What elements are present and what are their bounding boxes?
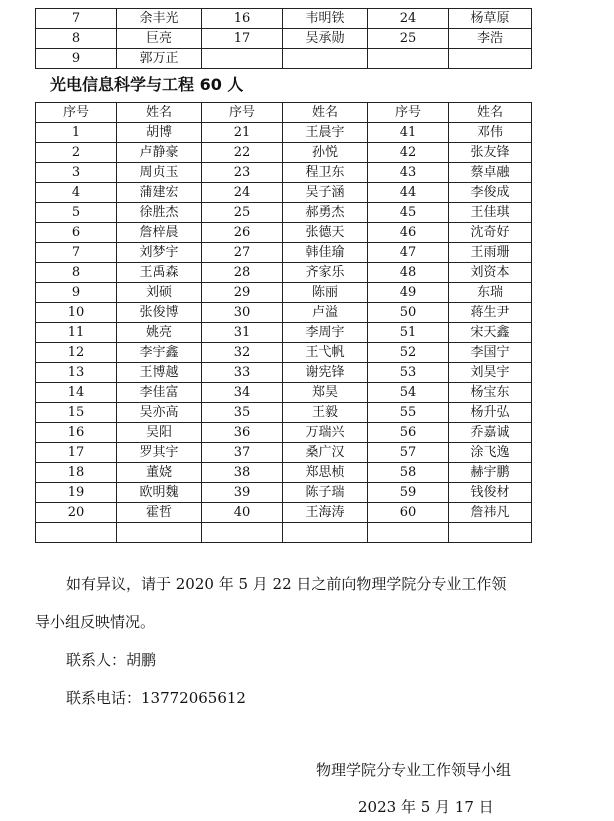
- student-name-cell: 詹梓晨: [117, 223, 202, 243]
- student-name-cell: 齐家乐: [283, 263, 368, 283]
- student-name-cell: 郭万正: [117, 49, 202, 69]
- student-name-cell: 李浩: [449, 29, 532, 49]
- serial-number-cell: 26: [202, 223, 283, 243]
- serial-number-cell: 15: [36, 403, 117, 423]
- student-name-cell: 张友锋: [449, 143, 532, 163]
- student-name-cell: 卢溢: [283, 303, 368, 323]
- student-name-cell: 王毅: [283, 403, 368, 423]
- table-row: [36, 223, 532, 243]
- table-row: [36, 243, 532, 263]
- header-name: 姓名: [117, 103, 202, 123]
- student-name-cell: 杨升弘: [449, 403, 532, 423]
- serial-number-cell: 16: [202, 9, 283, 29]
- student-name-cell: 陈子瑞: [283, 483, 368, 503]
- student-name-cell: 桑广汉: [283, 443, 368, 463]
- serial-number-cell: 23: [202, 163, 283, 183]
- table-row: [36, 123, 532, 143]
- table-row: [36, 383, 532, 403]
- serial-number-cell: 29: [202, 283, 283, 303]
- table-row: [36, 303, 532, 323]
- table-row: [36, 263, 532, 283]
- serial-number-cell: 13: [36, 363, 117, 383]
- student-name-cell: 董娆: [117, 463, 202, 483]
- serial-number-cell: 48: [368, 263, 449, 283]
- objection-notice-line1: 如有异议，请于 2020 年 5 月 22 日之前向物理学院分专业工作领: [66, 575, 507, 593]
- serial-number-cell: 25: [202, 203, 283, 223]
- header-name: 姓名: [283, 103, 368, 123]
- table-row: [36, 523, 532, 543]
- serial-number-cell: 21: [202, 123, 283, 143]
- student-name-cell: 吴阳: [117, 423, 202, 443]
- serial-number-cell: 56: [368, 423, 449, 443]
- serial-number-cell: 50: [368, 303, 449, 323]
- student-name-cell: 王雨珊: [449, 243, 532, 263]
- header-serial-number: 序号: [202, 103, 283, 123]
- serial-number-cell: 9: [36, 283, 117, 303]
- student-name-cell: 刘硕: [117, 283, 202, 303]
- student-name-cell: 吴亦高: [117, 403, 202, 423]
- student-name-cell: 万瑞兴: [283, 423, 368, 443]
- student-name-cell: 徐胜杰: [117, 203, 202, 223]
- student-name-cell: [117, 523, 202, 543]
- student-name-cell: 余丰光: [117, 9, 202, 29]
- student-name-cell: 姚亮: [117, 323, 202, 343]
- student-name-cell: 李宇鑫: [117, 343, 202, 363]
- serial-number-cell: 18: [36, 463, 117, 483]
- serial-number-cell: 28: [202, 263, 283, 283]
- serial-number-cell: 31: [202, 323, 283, 343]
- student-name-cell: 涂飞逸: [449, 443, 532, 463]
- student-name-cell: 韦明铁: [283, 9, 368, 29]
- table-row: [36, 203, 532, 223]
- student-name-cell: 王禹森: [117, 263, 202, 283]
- serial-number-cell: [368, 49, 449, 69]
- student-name-cell: 詹祎凡: [449, 503, 532, 523]
- serial-number-cell: 45: [368, 203, 449, 223]
- student-name-cell: 蒋生尹: [449, 303, 532, 323]
- table-row: [36, 363, 532, 383]
- header-serial-number: 序号: [36, 103, 117, 123]
- student-name-cell: 李俊成: [449, 183, 532, 203]
- contact-phone: 联系电话：13772065612: [66, 689, 246, 707]
- table-row: [36, 343, 532, 363]
- table-row: [36, 163, 532, 183]
- serial-number-cell: [36, 523, 117, 543]
- student-name-cell: 杨宝东: [449, 383, 532, 403]
- table-row: [36, 283, 532, 303]
- serial-number-cell: 30: [202, 303, 283, 323]
- serial-number-cell: 53: [368, 363, 449, 383]
- serial-number-cell: 17: [36, 443, 117, 463]
- student-name-cell: 周贞玉: [117, 163, 202, 183]
- serial-number-cell: 9: [36, 49, 117, 69]
- header-name: 姓名: [449, 103, 532, 123]
- student-name-cell: 张俊博: [117, 303, 202, 323]
- student-name-cell: 郑昊: [283, 383, 368, 403]
- serial-number-cell: 6: [36, 223, 117, 243]
- serial-number-cell: 39: [202, 483, 283, 503]
- student-name-cell: 东瑞: [449, 283, 532, 303]
- serial-number-cell: 52: [368, 343, 449, 363]
- student-name-cell: 蒲建宏: [117, 183, 202, 203]
- table-row: [36, 483, 532, 503]
- table-row: [36, 443, 532, 463]
- serial-number-cell: 58: [368, 463, 449, 483]
- student-name-cell: 王佳琪: [449, 203, 532, 223]
- serial-number-cell: 33: [202, 363, 283, 383]
- serial-number-cell: 25: [368, 29, 449, 49]
- serial-number-cell: 7: [36, 243, 117, 263]
- serial-number-cell: [202, 49, 283, 69]
- table-row: [36, 323, 532, 343]
- student-name-cell: 钱俊材: [449, 483, 532, 503]
- serial-number-cell: 14: [36, 383, 117, 403]
- serial-number-cell: 43: [368, 163, 449, 183]
- serial-number-cell: 46: [368, 223, 449, 243]
- serial-number-cell: 24: [202, 183, 283, 203]
- serial-number-cell: 8: [36, 29, 117, 49]
- student-name-cell: 沈奇好: [449, 223, 532, 243]
- student-name-cell: 谢宪锋: [283, 363, 368, 383]
- student-name-cell: [283, 49, 368, 69]
- student-name-cell: 卢静豪: [117, 143, 202, 163]
- header-serial-number: 序号: [368, 103, 449, 123]
- serial-number-cell: [202, 523, 283, 543]
- student-name-cell: 刘梦宇: [117, 243, 202, 263]
- student-name-cell: 霍哲: [117, 503, 202, 523]
- serial-number-cell: 51: [368, 323, 449, 343]
- table-header-row: [36, 103, 532, 123]
- student-name-cell: [449, 523, 532, 543]
- objection-notice-line2: 导小组反映情况。: [35, 613, 156, 631]
- table-row: [36, 9, 532, 29]
- table-row: [36, 29, 532, 49]
- student-name-cell: 陈丽: [283, 283, 368, 303]
- serial-number-cell: 7: [36, 9, 117, 29]
- table-row: [36, 183, 532, 203]
- student-name-cell: 王弋帆: [283, 343, 368, 363]
- student-name-cell: 乔嘉诚: [449, 423, 532, 443]
- serial-number-cell: 19: [36, 483, 117, 503]
- student-name-cell: [283, 523, 368, 543]
- student-name-cell: 赫宇鹏: [449, 463, 532, 483]
- student-name-cell: 李周宇: [283, 323, 368, 343]
- serial-number-cell: 4: [36, 183, 117, 203]
- student-name-cell: 巨亮: [117, 29, 202, 49]
- top-roster-table: [35, 8, 532, 69]
- section-title: 光电信息科学与工程 60 人: [50, 75, 244, 94]
- serial-number-cell: 47: [368, 243, 449, 263]
- roster-table: [35, 102, 532, 543]
- student-name-cell: 吴承勋: [283, 29, 368, 49]
- student-name-cell: 王海涛: [283, 503, 368, 523]
- serial-number-cell: 36: [202, 423, 283, 443]
- serial-number-cell: 40: [202, 503, 283, 523]
- serial-number-cell: 27: [202, 243, 283, 263]
- student-name-cell: 欧明魏: [117, 483, 202, 503]
- serial-number-cell: 2: [36, 143, 117, 163]
- student-name-cell: 宋天鑫: [449, 323, 532, 343]
- serial-number-cell: 17: [202, 29, 283, 49]
- student-name-cell: 罗其宇: [117, 443, 202, 463]
- serial-number-cell: 10: [36, 303, 117, 323]
- student-name-cell: 韩佳瑜: [283, 243, 368, 263]
- student-name-cell: 刘资本: [449, 263, 532, 283]
- serial-number-cell: 44: [368, 183, 449, 203]
- serial-number-cell: 12: [36, 343, 117, 363]
- student-name-cell: 王晨宇: [283, 123, 368, 143]
- student-name-cell: 王博越: [117, 363, 202, 383]
- serial-number-cell: 32: [202, 343, 283, 363]
- student-name-cell: 李佳富: [117, 383, 202, 403]
- serial-number-cell: 22: [202, 143, 283, 163]
- serial-number-cell: 20: [36, 503, 117, 523]
- student-name-cell: 郑思桢: [283, 463, 368, 483]
- student-name-cell: [449, 49, 532, 69]
- serial-number-cell: 11: [36, 323, 117, 343]
- contact-person: 联系人：胡鹏: [66, 651, 157, 669]
- serial-number-cell: 16: [36, 423, 117, 443]
- serial-number-cell: 49: [368, 283, 449, 303]
- student-name-cell: 胡博: [117, 123, 202, 143]
- signature-organization: 物理学院分专业工作领导小组: [316, 761, 512, 779]
- student-name-cell: 孙悦: [283, 143, 368, 163]
- table-row: [36, 463, 532, 483]
- student-name-cell: 蔡卓融: [449, 163, 532, 183]
- student-name-cell: 邓伟: [449, 123, 532, 143]
- serial-number-cell: 35: [202, 403, 283, 423]
- serial-number-cell: 38: [202, 463, 283, 483]
- serial-number-cell: 42: [368, 143, 449, 163]
- serial-number-cell: [368, 523, 449, 543]
- table-row: [36, 503, 532, 523]
- student-name-cell: 程卫东: [283, 163, 368, 183]
- student-name-cell: 吴子涵: [283, 183, 368, 203]
- table-row: [36, 403, 532, 423]
- table-row: [36, 143, 532, 163]
- student-name-cell: 郝勇杰: [283, 203, 368, 223]
- student-name-cell: 张德天: [283, 223, 368, 243]
- serial-number-cell: 5: [36, 203, 117, 223]
- serial-number-cell: 41: [368, 123, 449, 143]
- signature-date: 2023 年 5 月 17 日: [358, 798, 494, 816]
- serial-number-cell: 37: [202, 443, 283, 463]
- serial-number-cell: 57: [368, 443, 449, 463]
- serial-number-cell: 1: [36, 123, 117, 143]
- student-name-cell: 李国宁: [449, 343, 532, 363]
- student-name-cell: 杨草原: [449, 9, 532, 29]
- serial-number-cell: 54: [368, 383, 449, 403]
- serial-number-cell: 8: [36, 263, 117, 283]
- serial-number-cell: 55: [368, 403, 449, 423]
- table-row: [36, 49, 532, 69]
- student-name-cell: 刘昊宇: [449, 363, 532, 383]
- serial-number-cell: 3: [36, 163, 117, 183]
- table-row: [36, 423, 532, 443]
- serial-number-cell: 24: [368, 9, 449, 29]
- serial-number-cell: 59: [368, 483, 449, 503]
- serial-number-cell: 34: [202, 383, 283, 403]
- serial-number-cell: 60: [368, 503, 449, 523]
